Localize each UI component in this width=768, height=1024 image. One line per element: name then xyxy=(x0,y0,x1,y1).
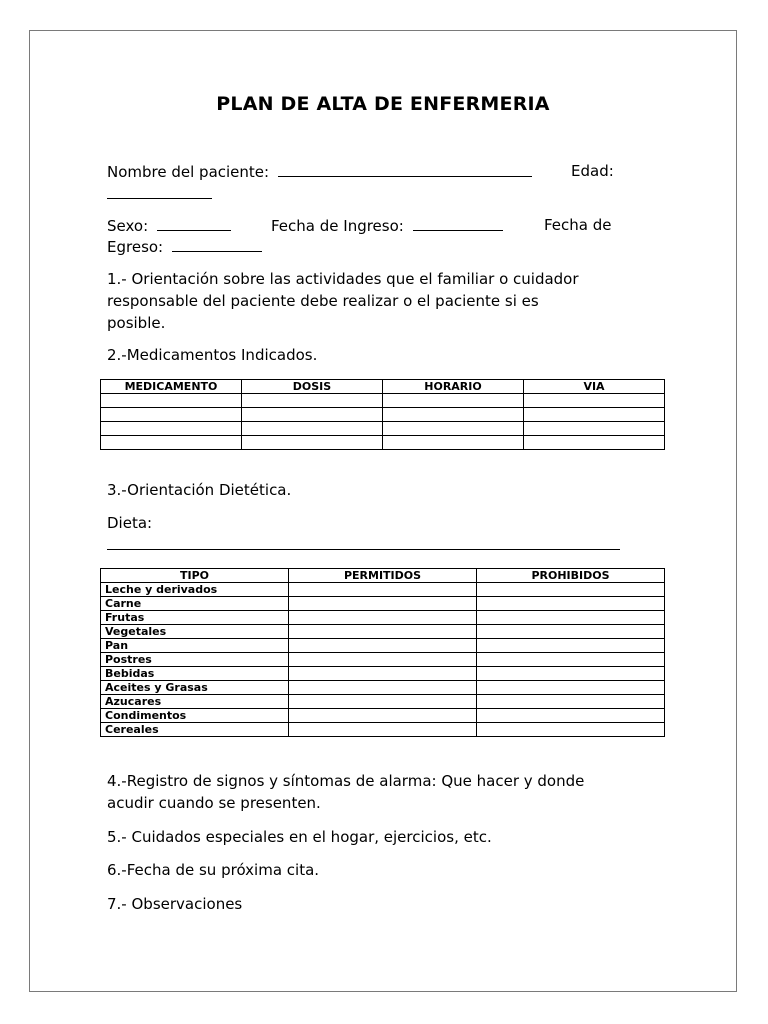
age-blank[interactable] xyxy=(107,184,212,199)
table-row xyxy=(101,436,665,450)
table-row xyxy=(101,611,665,625)
medication-table xyxy=(100,379,665,450)
table-cell[interactable] xyxy=(477,681,665,695)
diet-header-row xyxy=(101,569,665,583)
table-cell[interactable] xyxy=(289,625,477,639)
table-cell[interactable] xyxy=(524,408,665,422)
table-cell[interactable] xyxy=(477,653,665,667)
table-row xyxy=(101,639,665,653)
table-cell[interactable] xyxy=(524,394,665,408)
table-cell[interactable] xyxy=(242,394,383,408)
food-type: Postres xyxy=(101,653,289,667)
food-type: Bebidas xyxy=(101,667,289,681)
table-row xyxy=(101,422,665,436)
age-label: Edad: xyxy=(571,162,614,180)
discharge-label-part1: Fecha de xyxy=(544,216,612,234)
table-cell[interactable] xyxy=(101,408,242,422)
table-cell[interactable] xyxy=(477,597,665,611)
table-cell[interactable] xyxy=(477,583,665,597)
table-row xyxy=(101,625,665,639)
food-type: Pan xyxy=(101,639,289,653)
medication-header-row xyxy=(101,380,665,394)
admission-row xyxy=(271,216,503,235)
diet-blank[interactable] xyxy=(107,549,620,550)
table-row xyxy=(101,394,665,408)
section1-line2: responsable del paciente debe realizar o el paciente si es xyxy=(107,292,539,310)
section2-heading: 2.-Medicamentos Indicados. xyxy=(107,346,318,364)
table-cell[interactable] xyxy=(383,422,524,436)
table-cell[interactable] xyxy=(477,709,665,723)
sex-row xyxy=(107,216,231,235)
section7-text: 7.- Observaciones xyxy=(107,895,243,913)
table-row xyxy=(101,709,665,723)
section3-heading: 3.-Orientación Dietética. xyxy=(107,481,292,499)
table-cell[interactable] xyxy=(383,394,524,408)
table-cell[interactable] xyxy=(477,625,665,639)
column-header: HORARIO xyxy=(383,380,524,394)
section4-line2: acudir cuando se presenten. xyxy=(107,794,321,812)
column-header: DOSIS xyxy=(242,380,383,394)
table-cell[interactable] xyxy=(477,667,665,681)
table-cell[interactable] xyxy=(101,422,242,436)
discharge-label-part2: Egreso: xyxy=(107,238,164,256)
section1-line1: 1.- Orientación sobre las actividades que el familiar o cuidador xyxy=(107,270,579,288)
sex-blank[interactable] xyxy=(157,216,231,231)
admission-blank[interactable] xyxy=(413,216,503,231)
table-row xyxy=(101,695,665,709)
admission-label: Fecha de Ingreso: xyxy=(271,217,404,235)
table-cell[interactable] xyxy=(289,639,477,653)
document-page xyxy=(29,30,737,992)
patient-name-blank[interactable] xyxy=(278,162,532,177)
food-type: Aceites y Grasas xyxy=(101,681,289,695)
table-cell[interactable] xyxy=(289,611,477,625)
patient-name-row xyxy=(107,162,532,181)
column-header: MEDICAMENTO xyxy=(101,380,242,394)
table-cell[interactable] xyxy=(289,583,477,597)
food-type: Leche y derivados xyxy=(101,583,289,597)
table-cell[interactable] xyxy=(242,422,383,436)
table-cell[interactable] xyxy=(289,723,477,737)
column-header: TIPO xyxy=(101,569,289,583)
food-type: Frutas xyxy=(101,611,289,625)
table-row xyxy=(101,681,665,695)
table-cell[interactable] xyxy=(289,681,477,695)
table-cell[interactable] xyxy=(242,408,383,422)
table-cell[interactable] xyxy=(101,394,242,408)
table-cell[interactable] xyxy=(477,611,665,625)
table-row xyxy=(101,667,665,681)
section5-text: 5.- Cuidados especiales en el hogar, ejercicios, etc. xyxy=(107,828,492,846)
column-header: VIA xyxy=(524,380,665,394)
page-title: PLAN DE ALTA DE ENFERMERIA xyxy=(216,93,550,115)
discharge-blank[interactable] xyxy=(172,237,262,252)
table-row xyxy=(101,723,665,737)
table-cell[interactable] xyxy=(383,436,524,450)
table-cell[interactable] xyxy=(477,639,665,653)
food-type: Cereales xyxy=(101,723,289,737)
section1-line3: posible. xyxy=(107,314,166,332)
table-cell[interactable] xyxy=(477,723,665,737)
table-cell[interactable] xyxy=(289,695,477,709)
discharge-row xyxy=(107,237,262,256)
food-type: Azucares xyxy=(101,695,289,709)
table-row xyxy=(101,653,665,667)
table-cell[interactable] xyxy=(101,436,242,450)
sex-label: Sexo: xyxy=(107,217,149,235)
food-type: Carne xyxy=(101,597,289,611)
table-cell[interactable] xyxy=(289,667,477,681)
patient-name-label: Nombre del paciente: xyxy=(107,163,270,181)
table-cell[interactable] xyxy=(524,436,665,450)
diet-table xyxy=(100,568,665,737)
table-cell[interactable] xyxy=(477,695,665,709)
table-row xyxy=(101,408,665,422)
table-cell[interactable] xyxy=(289,653,477,667)
table-cell[interactable] xyxy=(289,709,477,723)
section6-text: 6.-Fecha de su próxima cita. xyxy=(107,861,320,879)
table-cell[interactable] xyxy=(289,597,477,611)
table-cell[interactable] xyxy=(383,408,524,422)
table-cell[interactable] xyxy=(524,422,665,436)
food-type: Vegetales xyxy=(101,625,289,639)
table-row xyxy=(101,583,665,597)
diet-label: Dieta: xyxy=(107,514,153,532)
table-row xyxy=(101,597,665,611)
column-header: PROHIBIDOS xyxy=(477,569,665,583)
section4-line1: 4.-Registro de signos y síntomas de alarma: Que hacer y donde xyxy=(107,772,585,790)
age-row xyxy=(107,184,212,203)
table-cell[interactable] xyxy=(242,436,383,450)
column-header: PERMITIDOS xyxy=(289,569,477,583)
food-type: Condimentos xyxy=(101,709,289,723)
